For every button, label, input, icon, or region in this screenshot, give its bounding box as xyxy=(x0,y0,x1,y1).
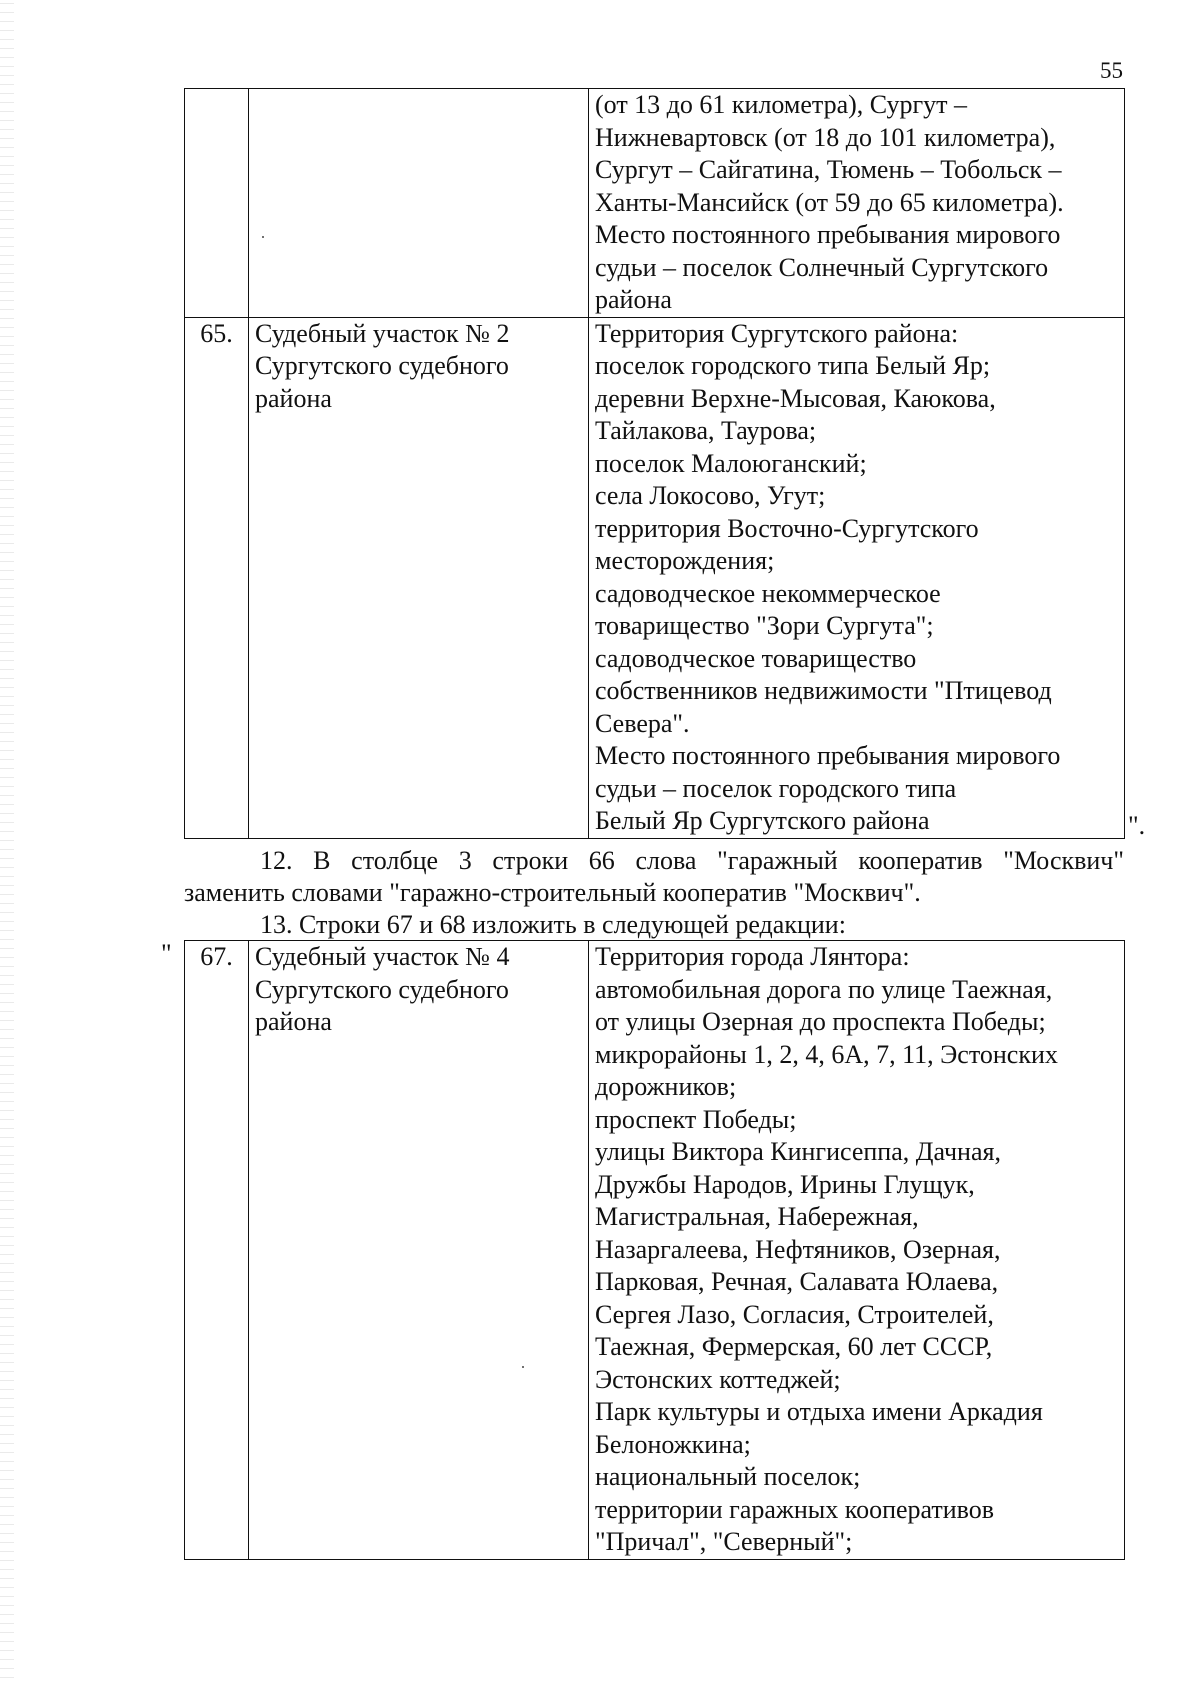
territory-line: села Локосово, Угут; xyxy=(595,481,826,510)
territory-line: поселок Малоюганский; xyxy=(595,448,867,478)
table-row xyxy=(185,941,1125,1560)
districts-table-continued xyxy=(184,88,1125,839)
territory-line: садоводческое товарищество xyxy=(595,643,917,673)
territory-line: Таежная, Фермерская, 60 лет СССР, xyxy=(595,1332,993,1361)
territory-line: Нижневартовск (от 18 до 101 километра), xyxy=(595,122,1056,152)
territory-line: Белоножкина; xyxy=(595,1429,751,1459)
district-name-line: района xyxy=(255,383,332,413)
row-number-cell: 65. xyxy=(185,317,249,838)
territory-line: "Причал", "Северный"; xyxy=(595,1527,853,1556)
territory-line: автомобильная дорога по улице Таежная, xyxy=(595,974,1053,1004)
territory-line: территория Восточно-Сургутского xyxy=(595,513,979,543)
territory-cell xyxy=(589,941,1125,1560)
page-number: 55 xyxy=(1100,58,1123,83)
districts-table-new-rows xyxy=(184,940,1125,1560)
territory-line: проспект Победы; xyxy=(595,1104,797,1134)
territory-cell xyxy=(589,317,1125,838)
territory-line: Дружбы Народов, Ирины Глущук, xyxy=(595,1169,975,1199)
territory-line: Ханты-Мансийск (от 59 до 65 километра). xyxy=(595,187,1064,217)
table-row xyxy=(185,89,1125,318)
territory-line: собственников недвижимости "Птицевод xyxy=(595,676,1052,705)
territory-line: Назаргалеева, Нефтяников, Озерная, xyxy=(595,1234,1001,1264)
territory-line: Белый Яр Сургутского района xyxy=(595,806,930,835)
territory-line: Место постоянного пребывания мирового xyxy=(595,220,1061,249)
closing-quote: ". xyxy=(1128,811,1146,840)
court-district-name-cell xyxy=(249,941,589,1560)
table-row xyxy=(185,317,1125,838)
row-number-cell: 67. xyxy=(185,941,249,1560)
opening-quote: " xyxy=(161,939,172,968)
territory-line: территории гаражных кооперативов xyxy=(595,1494,995,1524)
territory-line: Тайлакова, Таурова; xyxy=(595,416,817,445)
territory-line: (от 13 до 61 километра), Сургут – xyxy=(595,90,968,119)
court-district-name-cell xyxy=(249,317,589,838)
territory-line: Севера". xyxy=(595,708,690,738)
territory-line: от улицы Озерная до проспекта Победы; xyxy=(595,1007,1046,1036)
territory-line: Парковая, Речная, Салавата Юлаева, xyxy=(595,1267,999,1296)
territory-line: микрорайоны 1, 2, 4, 6А, 7, 11, Эстонских xyxy=(595,1039,1058,1069)
district-name-line: Судебный участок № 4 xyxy=(255,942,510,971)
district-name-line: Сургутского судебного xyxy=(255,974,509,1004)
territory-line: Территория города Лянтора: xyxy=(595,942,910,971)
territory-line: национальный поселок; xyxy=(595,1462,861,1491)
territory-line: Парк культуры и отдыха имени Аркадия xyxy=(595,1397,1043,1426)
territory-line: района xyxy=(595,285,672,314)
territory-line: товарищество "Зори Сургута"; xyxy=(595,611,934,640)
amendment-item-13: 13. Строки 67 и 68 изложить в следующей редакции: xyxy=(260,910,846,939)
district-name-line: Судебный участок № 2 xyxy=(255,318,510,348)
territory-line: деревни Верхне-Мысовая, Каюкова, xyxy=(595,383,996,413)
territory-line: дорожников; xyxy=(595,1072,737,1101)
territory-line: Место постоянного пребывания мирового xyxy=(595,741,1061,770)
district-name-line: Сургутского судебного xyxy=(255,351,509,380)
territory-line: Эстонских коттеджей; xyxy=(595,1364,841,1394)
territory-line: Сергея Лазо, Согласия, Строителей, xyxy=(595,1299,994,1329)
territory-line: садоводческое некоммерческое xyxy=(595,578,941,608)
amendment-item-12 xyxy=(184,845,1124,909)
territory-line: судьи – поселок Солнечный Сургутского xyxy=(595,252,1049,282)
territory-line: Магистральная, Набережная, xyxy=(595,1202,919,1231)
court-district-name-cell xyxy=(249,89,589,318)
territory-line: месторождения; xyxy=(595,546,775,575)
territory-cell xyxy=(589,89,1125,318)
territory-line: Сургут – Сайгатина, Тюмень – Тобольск – xyxy=(595,155,1062,184)
scan-edge-artifact xyxy=(0,0,14,1685)
territory-line: улицы Виктора Кингисеппа, Дачная, xyxy=(595,1137,1001,1166)
district-name-line: района xyxy=(255,1007,332,1036)
amendment-item-12-line-1: 12. В столбце 3 строки 66 слова "гаражный кооператив "Москвич" xyxy=(260,846,1124,875)
territory-line: поселок городского типа Белый Яр; xyxy=(595,351,991,380)
territory-line: Территория Сургутского района: xyxy=(595,318,959,348)
row-number-cell xyxy=(185,89,249,318)
amendment-item-12-line-2: заменить словами "гаражно-строительный кооператив "Москвич". xyxy=(184,878,921,907)
territory-line: судьи – поселок городского типа xyxy=(595,773,957,803)
